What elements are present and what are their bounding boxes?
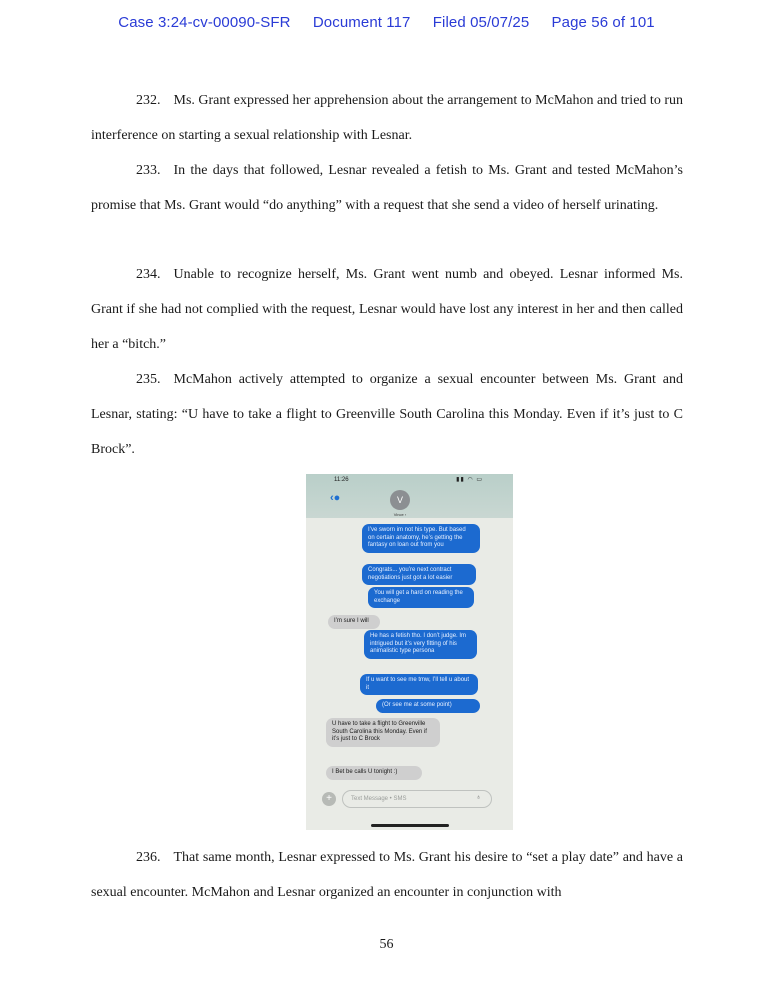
contact-name: Vince › — [393, 512, 407, 517]
paragraph-number: 236. — [136, 850, 161, 865]
paragraph-232 — [91, 83, 683, 153]
back-chevron-icon: ‹● — [330, 492, 341, 504]
paragraph-number: 232. — [136, 93, 161, 108]
microphone-icon: ♁ — [476, 794, 482, 801]
status-icons: ▮▮ ◠ ▭ — [456, 477, 483, 483]
paragraph-text: Ms. Grant expressed her apprehension about the arrangement to McMahon and tried to run interference on starting a sexual relationship with Lesnar. — [91, 93, 683, 143]
paragraph-233 — [91, 153, 683, 223]
paragraph-number: 233. — [136, 163, 161, 178]
case-header — [0, 14, 773, 31]
text-message-screenshot — [306, 474, 513, 830]
home-indicator — [371, 824, 449, 827]
page-number: 56 — [379, 937, 394, 952]
paragraph-number: 234. — [136, 267, 161, 282]
paragraph-234 — [91, 257, 683, 362]
paragraph-text: Unable to recognize herself, Ms. Grant went numb and obeyed. Lesnar informed Ms. Grant if she had not complied with the request, Lesnar would have lost any interest in her and then called her a “bitch.” — [91, 267, 683, 352]
message-bubble-sent: He has a fetish tho. I don’t judge. Im intrigued but it’s very fitting of his animalistic type persona — [364, 630, 477, 659]
paragraph-text: McMahon actively attempted to organize a sexual encounter between Ms. Grant and Lesnar, stating: “U have to take a flight to Greenville South Carolina this Monday. Even if it’s just to C Brock”. — [91, 372, 683, 457]
case-number: Case 3:24-cv-00090-SFR — [118, 14, 291, 31]
plus-icon: + — [322, 792, 336, 806]
filed-date: Filed 05/07/25 — [432, 14, 530, 31]
message-input: Text Message • SMS — [342, 790, 492, 808]
page-of: Page 56 of 101 — [551, 14, 655, 31]
message-bubble-sent: Congrats... you’re next contract negotiations just got a lot easier — [362, 564, 476, 585]
message-bubble-received: I’m sure I will — [328, 615, 380, 629]
message-bubble-sent: If u want to see me tmw, I’ll tell u about it — [360, 674, 478, 695]
paragraph-text: That same month, Lesnar expressed to Ms. Grant his desire to “set a play date” and have a sexual encounter. McMahon and Lesnar organized an encounter in conjunction with — [91, 850, 683, 900]
message-bubble-sent: You will get a hard on reading the exchange — [368, 587, 474, 608]
paragraph-235 — [91, 362, 683, 467]
paragraph-number: 235. — [136, 372, 161, 387]
paragraph-236 — [91, 840, 683, 910]
message-bubble-sent: (Or see me at some point) — [376, 699, 480, 713]
paragraph-text: In the days that followed, Lesnar revealed a fetish to Ms. Grant and tested McMahon’s promise that Ms. Grant would “do anything” with a request that she send a video of herself urinating. — [91, 163, 683, 213]
message-bubble-received: I Bet be calls U tonight :) — [326, 766, 422, 780]
status-time: 11:26 — [334, 477, 349, 483]
message-bubble-sent: I’ve sworn im not his type. But based on certain anatomy, he’s getting the fantasy on loan out from you — [362, 524, 480, 553]
document-number: Document 117 — [312, 14, 411, 31]
contact-avatar: V — [390, 490, 410, 510]
message-bubble-received: U have to take a flight to Greenville South Carolina this Monday. Even if it’s just to C Brock — [326, 718, 440, 747]
